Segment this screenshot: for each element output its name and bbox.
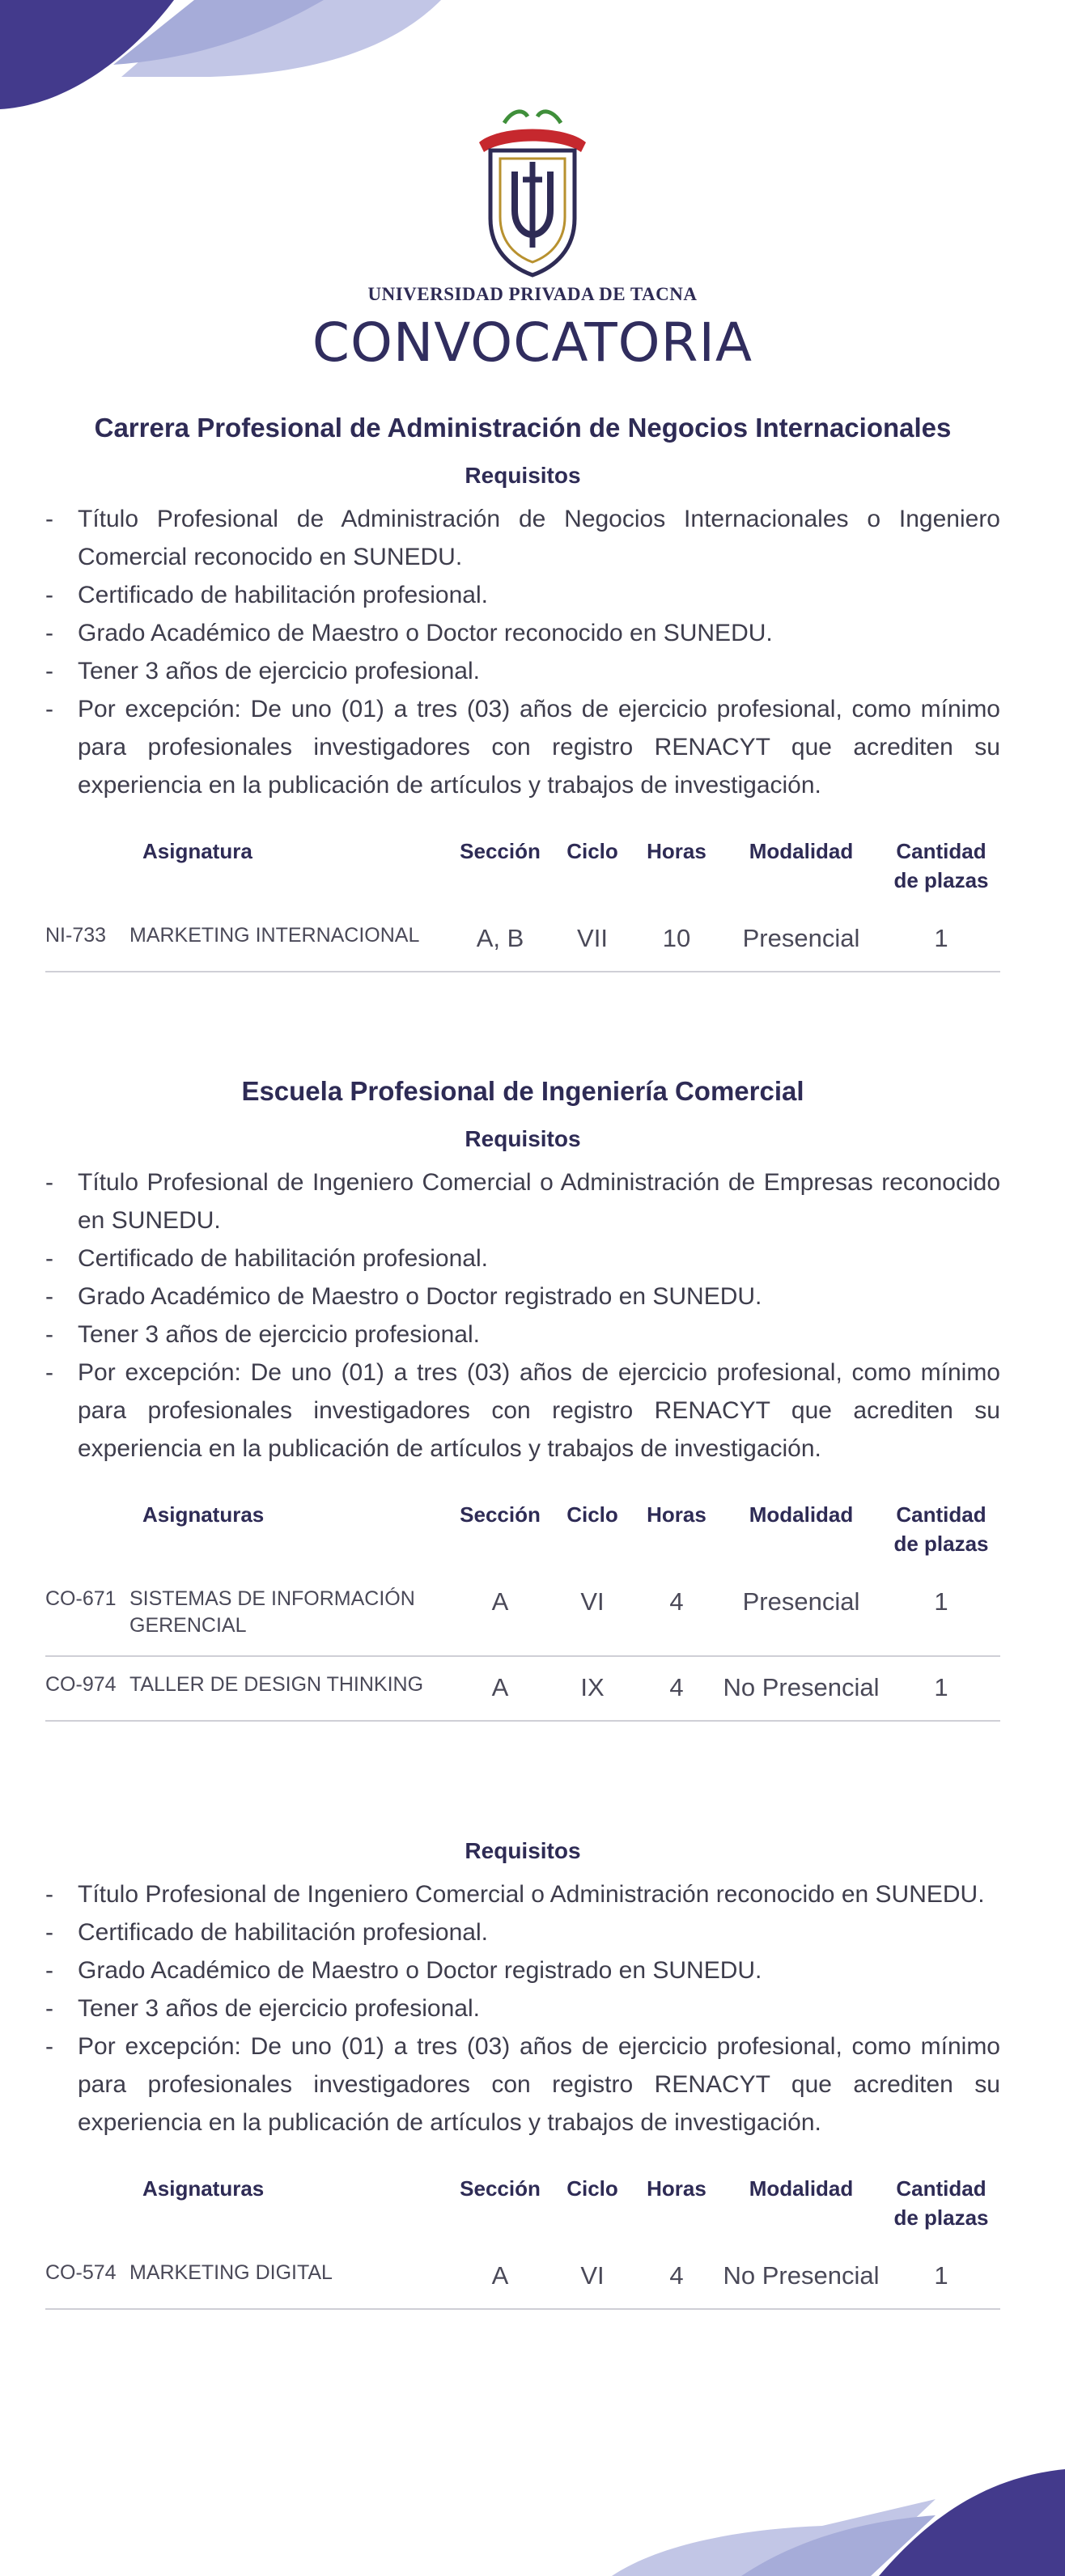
- requirement-item: - Por excepción: De uno (01) a tres (03) años de ejercicio profesional, como mínimo para profesionales investigadores con registro RENACYT que acrediten su experiencia en la publicación de artículos y trabajos de investigación.: [45, 690, 1000, 804]
- requirements-list: [45, 1875, 1000, 2142]
- table-header: [45, 837, 1000, 895]
- courses-table: [45, 1500, 1000, 1722]
- course-hours: 4: [669, 1587, 684, 1616]
- course-cycle: VI: [580, 1587, 605, 1616]
- header-hours: Horas: [647, 2176, 706, 2201]
- header-cycle: Ciclo: [566, 839, 618, 863]
- requirement-item: - Certificado de habilitación profesional.: [45, 1239, 1000, 1277]
- program-section-ingenieria-comercial: [45, 1076, 1000, 1722]
- course-mode: No Presencial: [723, 2261, 880, 2290]
- header-subjects: Asignaturas: [142, 1502, 265, 1527]
- header-places: Cantidad de plazas: [893, 839, 989, 892]
- header-section: Sección: [460, 2176, 541, 2201]
- header-hours: Horas: [647, 839, 706, 863]
- course-name: SISTEMAS DE INFORMACIÓN GERENCIAL: [129, 1587, 415, 1637]
- requirement-item: - Grado Académico de Maestro o Doctor registrado en SUNEDU.: [45, 1951, 1000, 1989]
- requirement-item: - Grado Académico de Maestro o Doctor reconocido en SUNEDU.: [45, 614, 1000, 652]
- page-header: [0, 105, 1065, 374]
- course-name: TALLER DE DESIGN THINKING: [129, 1673, 424, 1696]
- requirements-title: Requisitos: [465, 1126, 581, 1151]
- table-row: [45, 1657, 1000, 1722]
- requirements-list: [45, 500, 1000, 804]
- header-hours: Horas: [647, 1502, 706, 1527]
- requirements-title: Requisitos: [465, 463, 581, 488]
- requirement-item: - Certificado de habilitación profesional.: [45, 576, 1000, 614]
- course-section: A: [491, 1673, 509, 1701]
- course-code: CO-974: [45, 1673, 117, 1696]
- course-cycle: VI: [580, 2261, 605, 2290]
- requirement-item: - Tener 3 años de ejercicio profesional.: [45, 1989, 1000, 2027]
- program-title: Carrera Profesional de Administración de Negocios Internacionales: [94, 413, 952, 443]
- course-name: MARKETING INTERNACIONAL: [129, 924, 420, 947]
- program-section-ingenieria-comercial-2: [45, 1838, 1000, 2310]
- university-name: UNIVERSIDAD PRIVADA DE TACNA: [367, 284, 698, 304]
- header-mode: Modalidad: [749, 2176, 854, 2201]
- course-cycle: IX: [580, 1673, 605, 1701]
- requirement-item: - Certificado de habilitación profesional.: [45, 1913, 1000, 1951]
- courses-table: [45, 837, 1000, 972]
- course-code: NI-733: [45, 924, 107, 947]
- course-section: A: [491, 1587, 509, 1616]
- course-places: 1: [934, 1673, 948, 1701]
- table-row: [45, 2245, 1000, 2310]
- course-hours: 10: [662, 924, 691, 952]
- course-places: 1: [934, 2261, 948, 2290]
- requirement-item: - Tener 3 años de ejercicio profesional.: [45, 652, 1000, 690]
- courses-table: [45, 2174, 1000, 2310]
- program-title: Escuela Profesional de Ingeniería Comercial: [241, 1076, 804, 1106]
- course-places: 1: [934, 924, 948, 952]
- header-subjects: Asignaturas: [142, 2176, 265, 2201]
- course-code: CO-574: [45, 2261, 117, 2284]
- header-mode: Modalidad: [749, 1502, 854, 1527]
- course-mode: Presencial: [742, 924, 860, 952]
- course-mode: Presencial: [742, 1587, 860, 1616]
- university-logo: [468, 105, 597, 279]
- program-section-negocios-internacionales: [45, 413, 1000, 972]
- corner-decoration-bottom-right: [612, 2455, 1065, 2576]
- requirements-list: [45, 1163, 1000, 1468]
- header-section: Sección: [460, 839, 541, 863]
- course-hours: 4: [669, 1673, 684, 1701]
- table-header: [45, 1500, 1000, 1558]
- requirements-title: Requisitos: [465, 1838, 581, 1863]
- requirement-item: - Grado Académico de Maestro o Doctor registrado en SUNEDU.: [45, 1277, 1000, 1316]
- requirement-item: - Título Profesional de Ingeniero Comercial o Administración reconocido en SUNEDU.: [45, 1875, 1000, 1913]
- page-title: CONVOCATORIA: [312, 311, 753, 374]
- header-subject: Asignatura: [142, 839, 252, 863]
- course-code: CO-671: [45, 1587, 117, 1610]
- course-section: A: [491, 2261, 509, 2290]
- header-mode: Modalidad: [749, 839, 854, 863]
- header-cycle: Ciclo: [566, 1502, 618, 1527]
- table-header: [45, 2174, 1000, 2232]
- requirement-item: - Por excepción: De uno (01) a tres (03) años de ejercicio profesional, como mínimo para profesionales investigadores con registro RENACYT que acrediten su experiencia en la publicación de artículos y trabajos de investigación.: [45, 1354, 1000, 1468]
- course-hours: 4: [669, 2261, 684, 2290]
- header-places: Cantidad de plazas: [893, 2176, 989, 2230]
- course-cycle: VII: [577, 924, 608, 952]
- requirement-item: - Título Profesional de Ingeniero Comercial o Administración de Empresas reconocido en SUNEDU.: [45, 1163, 1000, 1239]
- course-places: 1: [934, 1587, 948, 1616]
- header-cycle: Ciclo: [566, 2176, 618, 2201]
- header-places: Cantidad de plazas: [893, 1502, 989, 1556]
- course-mode: No Presencial: [723, 1673, 880, 1701]
- corner-decoration-top-left: [0, 0, 453, 121]
- table-row: [45, 1571, 1000, 1657]
- course-section: A, B: [476, 924, 524, 952]
- requirement-item: - Tener 3 años de ejercicio profesional.: [45, 1316, 1000, 1354]
- table-row: [45, 908, 1000, 972]
- header-section: Sección: [460, 1502, 541, 1527]
- course-name: MARKETING DIGITAL: [129, 2261, 333, 2284]
- requirement-item: - Por excepción: De uno (01) a tres (03) años de ejercicio profesional, como mínimo para profesionales investigadores con registro RENACYT que acrediten su experiencia en la publicación de artículos y trabajos de investigación.: [45, 2027, 1000, 2142]
- requirement-item: - Título Profesional de Administración de Negocios Internacionales o Ingeniero Comercial reconocido en SUNEDU.: [45, 500, 1000, 576]
